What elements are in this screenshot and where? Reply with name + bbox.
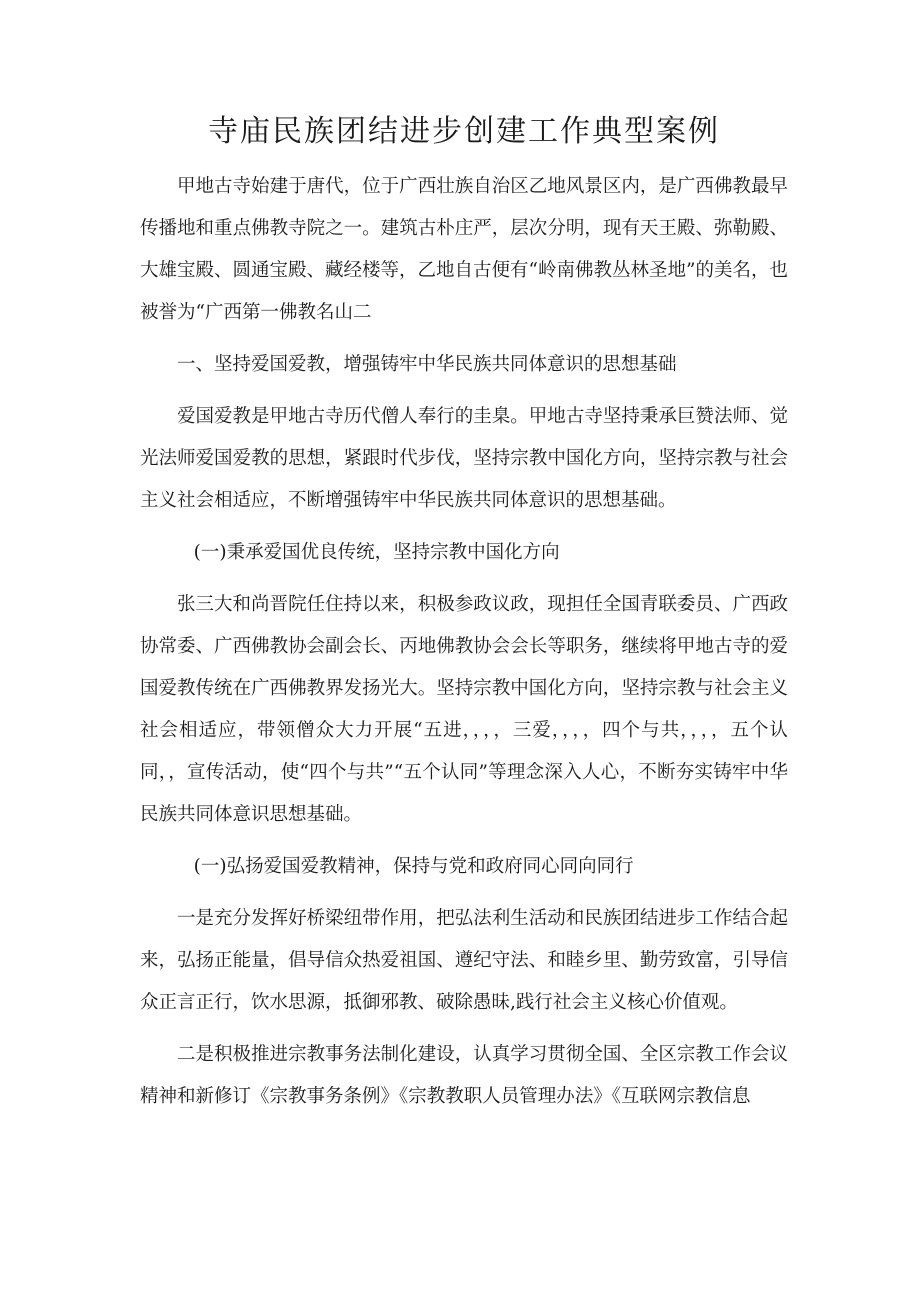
subsection-2-paragraph-2: 二是积极推进宗教事务法制化建设，认真学习贯彻全国、全区宗教工作会议精神和新修订《宗教事务条例》《宗教教职人员管理办法》《互联网宗教信息 <box>140 1044 788 1107</box>
section-heading-1: 一、坚持爱国爱教，增强铸牢中华民族共同体意识的思想基础 <box>177 354 677 375</box>
section-1-paragraph: 爱国爱教是甲地古寺历代僧人奉行的圭臬。甲地古寺坚持秉承巨赞法师、觉光法师爱国爱教的思想，紧跟时代步伐，坚持宗教中国化方向，坚持宗教与社会主义社会相适应，不断增强铸牢中华民族共同体意识的思想基础。 <box>140 406 788 511</box>
document-title: 寺庙民族团结进步创建工作典型案例 <box>208 114 720 149</box>
subsection-2-paragraph-1: 一是充分发挥好桥梁纽带作用，把弘法利生活动和民族团结进步工作结合起来，弘扬正能量，倡导信众热爱祖国、遵纪守法、和睦乡里、勤劳致富，引导信众正言正行，饮水思源，抵御邪教、破除愚昧,践行社会主义核心价值观。 <box>140 908 788 1013</box>
intro-paragraph: 甲地古寺始建于唐代，位于广西壮族自治区乙地风景区内，是广西佛教最早传播地和重点佛教寺院之一。建筑古朴庄严，层次分明，现有天王殿、弥勒殿、大雄宝殿、圆通宝殿、藏经楼等，乙地自古便有“岭南佛教丛林圣地”的美名，也被誉为“广西第一佛教名山二 <box>140 176 788 323</box>
subsection-heading-1: (一)秉承爱国优良传统，坚持宗教中国化方向 <box>193 542 560 563</box>
subsection-heading-2: (一)弘扬爱国爱教精神，保持与党和政府同心同向同行 <box>193 856 634 877</box>
subsection-1-paragraph: 张三大和尚晋院任住持以来，积极参政议政，现担任全国青联委员、广西政协常委、广西佛教协会副会长、丙地佛教协会会长等职务，继续将甲地古寺的爱国爱教传统在广西佛教界发扬光大。坚持宗教中国化方向，坚持宗教与社会主义社会相适应，带领僧众大力开展“五进，，，，三爱，，，，四个与共，，，，五个认同，，宣传活动，使“四个与共”“五个认同”等理念深入人心，不断夯实铸牢中华民族共同体意识思想基础。 <box>140 594 788 825</box>
